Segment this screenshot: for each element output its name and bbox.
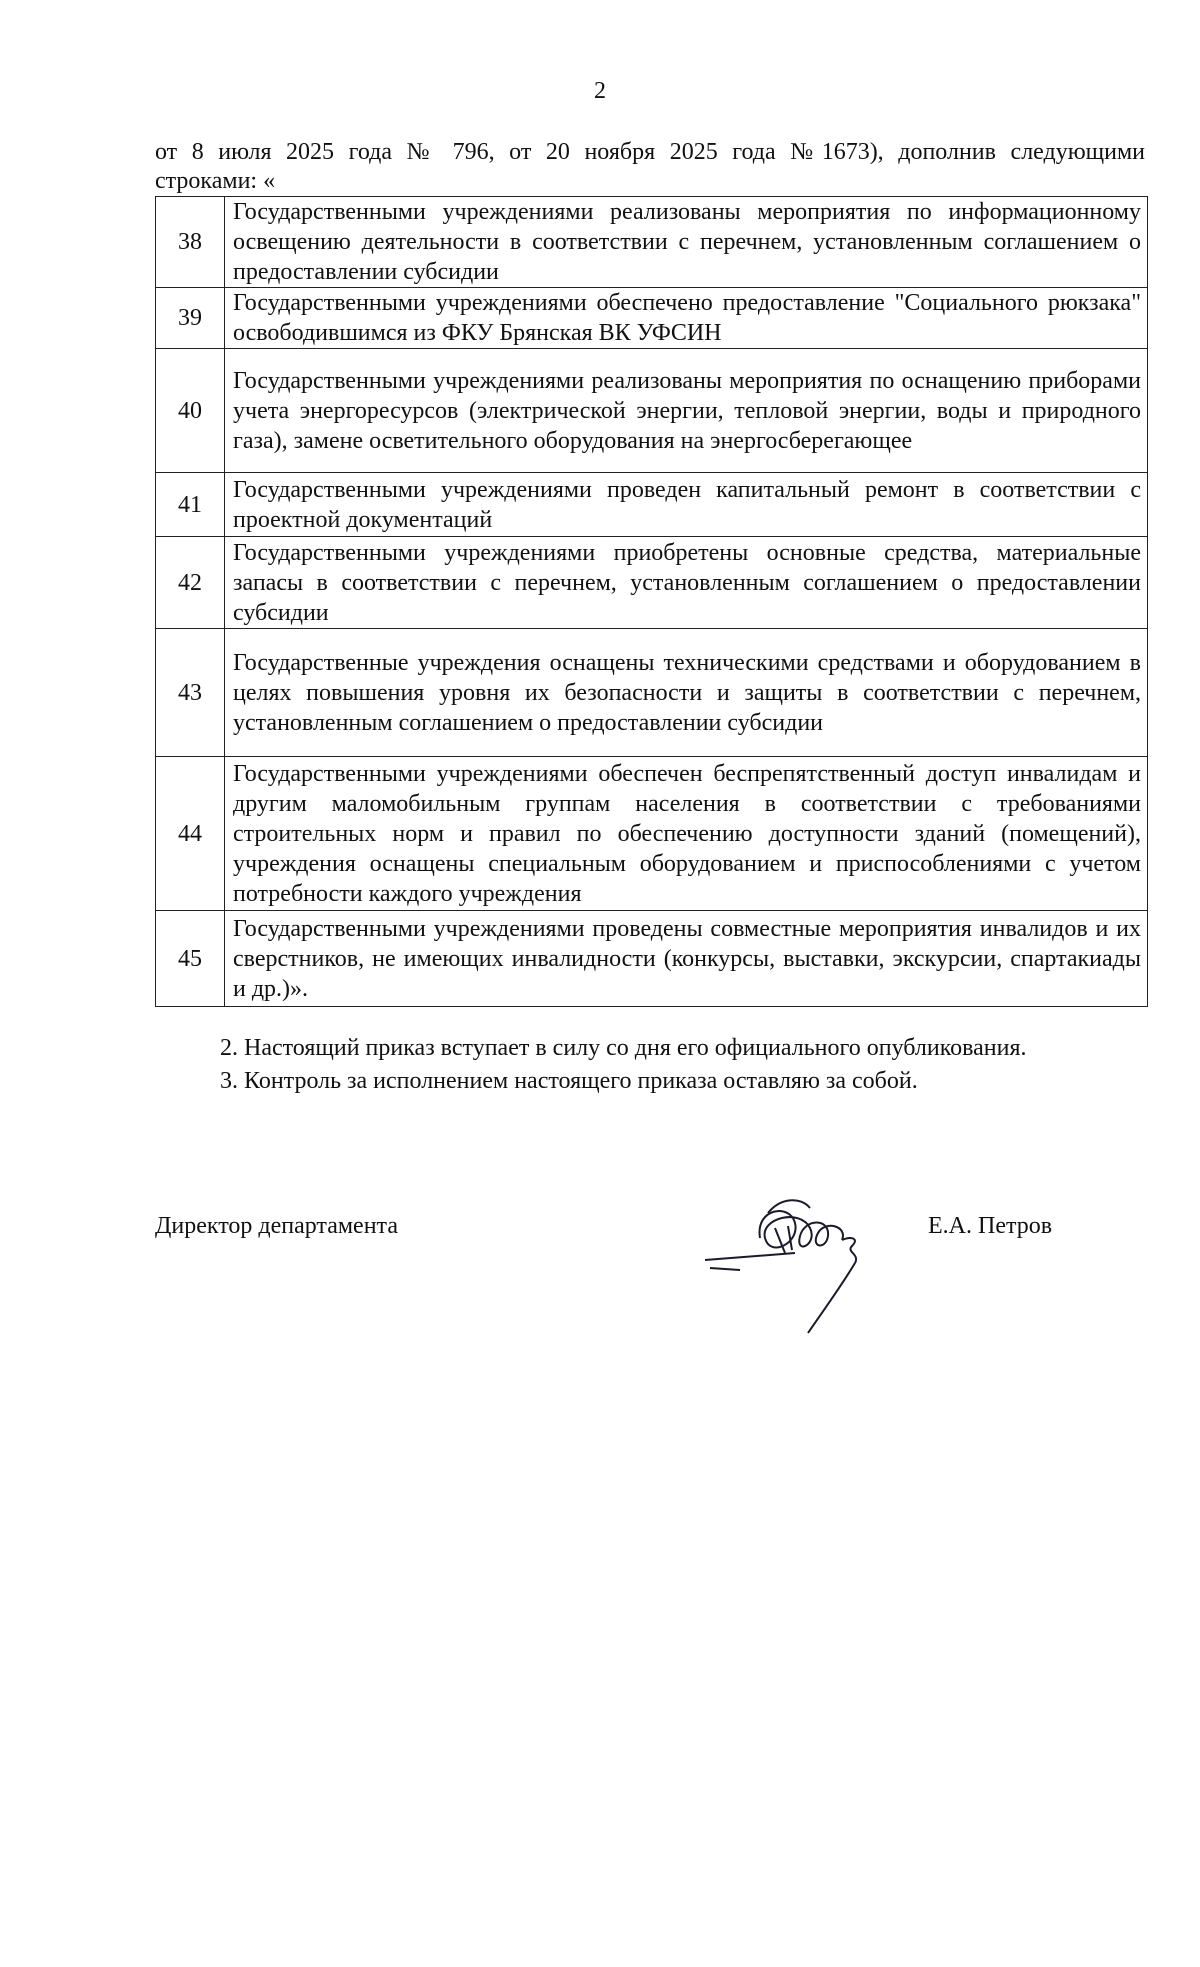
- row-number: 43: [156, 629, 225, 757]
- row-number: 39: [156, 288, 225, 349]
- items-table: [155, 196, 1148, 1007]
- intro-text-line-2: строками: «: [155, 168, 276, 194]
- row-number: 44: [156, 757, 225, 911]
- row-text: Государственными учреждениями обеспечено предоставление "Социального рюкзака" освободившимся из ФКУ Брянская ВК УФСИН: [225, 288, 1148, 349]
- intro-text-line-1: от 8 июля 2025 года № 796, от 20 ноября 2025 года №1673), дополнив следующими: [155, 139, 1145, 165]
- signatory-name: Е.А. Петров: [928, 1213, 1053, 1239]
- table-row: [156, 911, 1148, 1007]
- row-text: Государственными учреждениями проведены совместные мероприятия инвалидов и их сверстников, не имеющих инвалидности (конкурсы, выставки, экскурсии, спартакиады и др.)».: [225, 911, 1148, 1007]
- row-text: Государственными учреждениями реализованы мероприятия по оснащению приборами учета энергоресурсов (электрической энергии, тепловой энергии, воды и природного газа), замене осветительного оборудования на энергосберегающее: [225, 349, 1148, 473]
- row-text: Государственные учреждения оснащены техническими средствами и оборудованием в целях повышения уровня их безопасности и защиты в соответствии с перечнем, установленным соглашением о предоставлении субсидии: [225, 629, 1148, 757]
- row-number: 41: [156, 473, 225, 537]
- row-number: 45: [156, 911, 225, 1007]
- table-row: [156, 629, 1148, 757]
- table-row: [156, 349, 1148, 473]
- signatory-title: Директор департамента: [155, 1213, 398, 1239]
- row-text: Государственными учреждениями приобретены основные средства, материальные запасы в соответствии с перечнем, установленным соглашением о предоставлении субсидии: [225, 537, 1148, 629]
- handwritten-signature: [700, 1178, 910, 1348]
- table-row: [156, 473, 1148, 537]
- table-row: [156, 197, 1148, 288]
- row-number: 42: [156, 537, 225, 629]
- table-row: [156, 288, 1148, 349]
- row-text: Государственными учреждениями реализованы мероприятия по информационному освещению деятельности в соответствии с перечнем, установленным соглашением о предоставлении субсидии: [225, 197, 1148, 288]
- page-number: 2: [594, 78, 606, 104]
- paragraph-3: 3. Контроль за исполнением настоящего приказа оставляю за собой.: [220, 1068, 918, 1094]
- row-text: Государственными учреждениями обеспечен беспрепятственный доступ инвалидам и другим маломобильным группам населения в соответствии с требованиями строительных норм и правил по обеспечению доступности зданий (помещений), учреждения оснащены специальным оборудованием и приспособлениями с учетом потребности каждого учреждения: [225, 757, 1148, 911]
- row-text: Государственными учреждениями проведен капитальный ремонт в соответствии с проектной документаций: [225, 473, 1148, 537]
- table-row: [156, 757, 1148, 911]
- table-row: [156, 537, 1148, 629]
- row-number: 38: [156, 197, 225, 288]
- paragraph-2: 2. Настоящий приказ вступает в силу со дня его официального опубликования.: [220, 1035, 1027, 1061]
- row-number: 40: [156, 349, 225, 473]
